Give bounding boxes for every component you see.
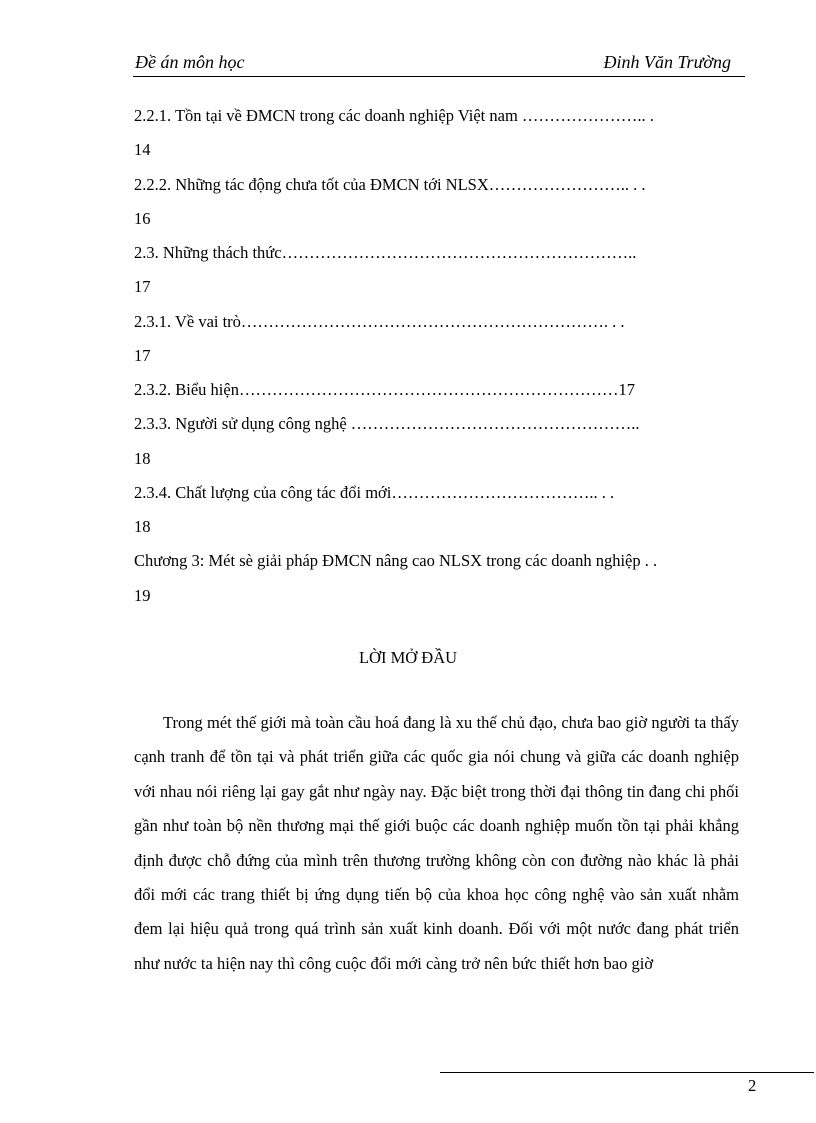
toc-entry: 2.3.1. Về vai trò…………………………………………………………. . . (134, 312, 625, 331)
toc-entry-page: 18 (134, 449, 151, 468)
toc-entry: 2.2.2. Những tác động chưa tốt của ĐMCN tới NLSX…………………….. . . (134, 175, 646, 194)
toc-entry-page: 18 (134, 517, 151, 536)
toc-entry: 2.3. Những thách thức……………………………………………………….. (134, 243, 637, 262)
toc-entry-page: 16 (134, 209, 151, 228)
toc-entry-page: 19 (134, 586, 151, 605)
footer-divider (440, 1072, 814, 1073)
intro-paragraph: Trong mét thế giới mà toàn cầu hoá đang là xu thế chủ đạo, chưa bao giờ người ta thấy cạnh tranh để tồn tại và phát triển giữa các quốc gia nói chung và giữa các doanh nghiệp với nhau nói riêng lại gay gắt như ngày nay. Đặc biệt trong thời đại thông tin đang chi phối gần như toàn bộ nền thương mại thế giới buộc các doanh nghiệp muốn tồn tại phải khẳng định được chỗ đứng của mình trên thương trường không còn con đường nào khác là phải đổi mới các trang thiết bị ứng dụng tiến bộ của khoa học công nghệ vào sản xuất nhằm đem lại hiệu quả trong quá trình sản xuất kinh doanh. Đối với một nước đang phát triển như nước ta hiện nay thì công cuộc đổi mới càng trở nên bức thiết hơn bao giờ (134, 713, 739, 973)
intro-paragraph-block (134, 706, 739, 981)
header-author: Đinh Văn Trường (603, 52, 731, 72)
toc-entry-page: 17 (134, 346, 151, 365)
toc-entry-page: 17 (134, 277, 151, 296)
header-doc-title: Đề án môn học (135, 52, 245, 72)
toc-entry: 2.3.2. Biểu hiện……………………………………………………………17 (134, 380, 635, 399)
page-number: 2 (748, 1076, 757, 1095)
toc-entry-page: 14 (134, 140, 151, 159)
page-header (133, 50, 745, 77)
toc-entry: 2.3.4. Chất lượng của công tác đổi mới……………………………….. . . (134, 483, 615, 502)
toc-entry: 2.3.3. Người sử dụng công nghệ …………………………………………….. (134, 414, 640, 433)
toc-entry: 2.2.1. Tồn tại về ĐMCN trong các doanh nghiệp Việt nam ………………….. . (134, 106, 654, 125)
section-title: LỜI MỞ ĐẦU (358, 648, 458, 667)
toc-entry: Chương 3: Mét sè giải pháp ĐMCN nâng cao NLSX trong các doanh nghiệp . . (134, 551, 658, 570)
